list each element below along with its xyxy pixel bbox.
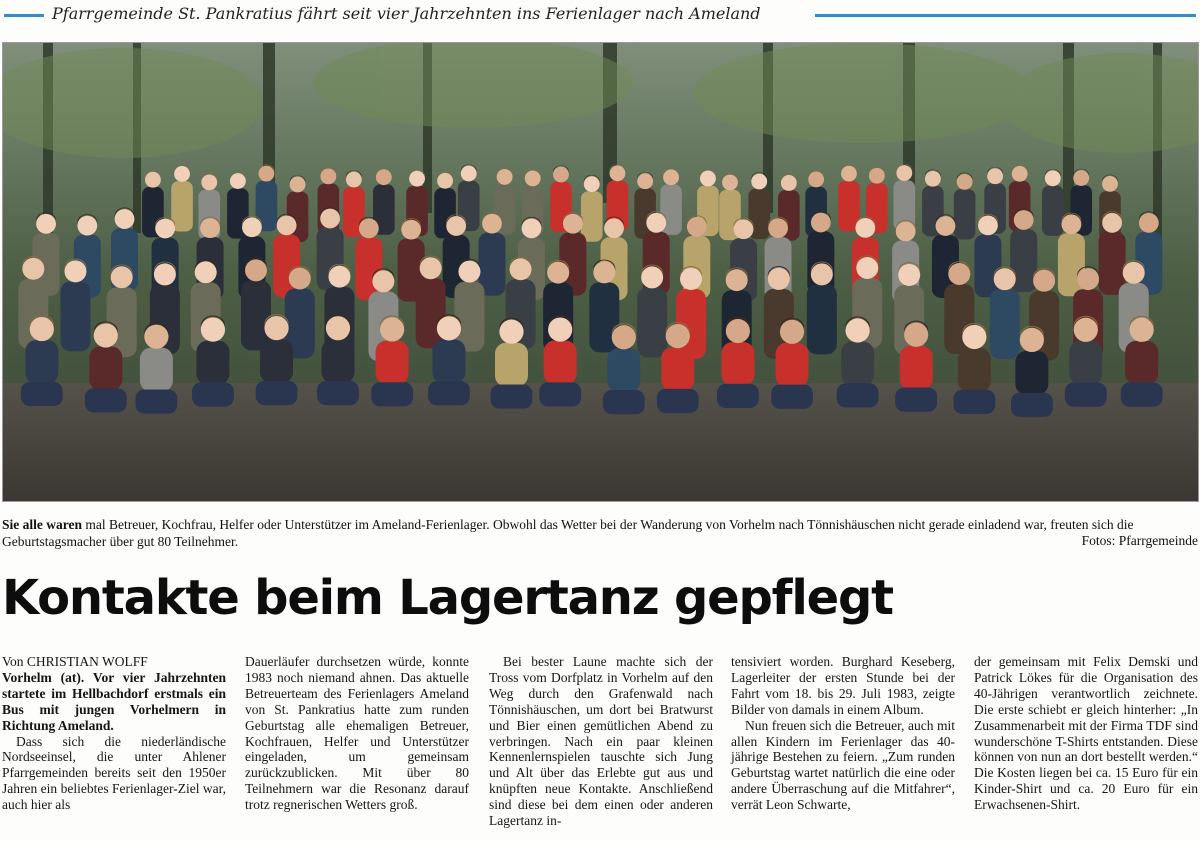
article-column-4 [731, 654, 955, 813]
person-figure [581, 175, 603, 242]
article-column-2 [245, 654, 469, 813]
person-figure [1042, 169, 1064, 236]
caption-lead: Sie alle waren [2, 517, 82, 532]
article-column-5 [974, 654, 1198, 813]
caption-text: mal Betreuer, Kochfrau, Helfer oder Unterstützer im Ameland-Ferienlager. Obwohl das Wetter bei der Wanderung von Vorhelm nach Tönnishäuschen nicht gerade einladend war, freuten sich die Geburtstagsmacher über gut 80 Teilnehmer. [2, 517, 1134, 549]
article-paragraph: der gemeinsam mit Felix Demski und Patrick Lökes für die Organisation des 40-Jährigen verantwortlich zeichnete. Die erste schiebt er gleich hinterher: „In Zusammenarbeit mit der Firma TDF sind wunderschöne T-Shirts entstanden. Diese können von nun an dort bestellt werden.“ Die Kosten liegen bei ca. 15 Euro für ein Kinder-Shirt und ca. 20 Euro für ein Erwachsenen-Shirt. [974, 654, 1198, 813]
photo-credit: Fotos: Pfarrgemeinde [1081, 533, 1198, 548]
group-photo-illustration [3, 43, 1198, 501]
person-figure [60, 259, 90, 352]
person-figure [807, 262, 837, 355]
kicker: Pfarrgemeinde St. Pankratius fährt seit vier Jahrzehnten ins Ferienlager nach Ameland [52, 4, 761, 23]
person-figure [1135, 211, 1162, 295]
person-figure [479, 212, 506, 296]
person-figure [637, 265, 667, 358]
person-figure [454, 259, 484, 352]
article-paragraph: Dass sich die niederländische Nordseeinsel, die unter Ahlener Pfarrgemeinden bereits seit den 1950er Jahren ein beliebtes Ferienlager-Ziel war, auch hier als [2, 733, 226, 813]
article-paragraph: Nun freuen sich die Betreuer, auch mit allen Kindern im Ferienlager das 40-jährige Bestehen zu feiern. „Zum runden Geburtstag wartet natürlich die eine oder andere Überraschung auf die Mitfahrer“, verrät Leon Schwarte, [731, 717, 955, 813]
headline: Kontakte beim Lagertanz gepflegt [2, 570, 893, 626]
byline: Von CHRISTIAN WOLFF [2, 654, 148, 669]
person-figure [954, 173, 976, 240]
article-paragraph: Bei bester Laune machte sich der Tross vom Dorfplatz in Vorhelm auf den Weg durch den Grafenwald nach Tönnishäuschen, um dort bei Bratwurst und Bier einen gemütlichen Abend zu verbringen. Nach ein paar kleinen Kennenlernspielen tauschte sich Jung und Alt über das Erlebte gut aus und knüpften neue Kontakte. Anschließend sind diese bei dem einen oder anderen Lagertanz in- [489, 654, 713, 829]
person-figure [990, 266, 1020, 359]
article-lead: Vorhelm (at). Vor vier Jahrzehnten startete im Hellbachdorf erstmals ein Bus mit jungen Vorhelmern in Richtung Ameland. [2, 669, 226, 733]
person-figure [1099, 211, 1126, 295]
kicker-row [0, 4, 1200, 26]
person-figure [171, 165, 193, 232]
group-photo [2, 42, 1199, 502]
article-paragraph: Dauerläufer durchsetzen würde, konnte 1983 noch niemand ahnen. Das aktuelle Betreuerteam des Ferienlagers Ameland von St. Pankratius hatte zum runden Geburtstag alle ehemaligen Betreuer, Kochfrauen, Helfer und Unterstützer eingeladen, um gemeinsam zurückzublicken. Mit über 80 Teilnehmern war die Resonanz darauf trotz regnerischen Wetters groß. [245, 654, 469, 813]
person-figure [241, 258, 271, 351]
article-column-3 [489, 654, 713, 829]
article-paragraph: tensiviert worden. Burghard Keseberg, Lagerleiter der ersten Stunde bei der Fahrt vom 18. bis 29. Juli 1983, zeigte Bilder von damals in einem Album. [731, 654, 955, 717]
article-column-1 [2, 654, 226, 813]
kicker-rule-right [815, 14, 1196, 17]
photo-caption [2, 516, 1198, 550]
kicker-rule-left [4, 14, 44, 17]
